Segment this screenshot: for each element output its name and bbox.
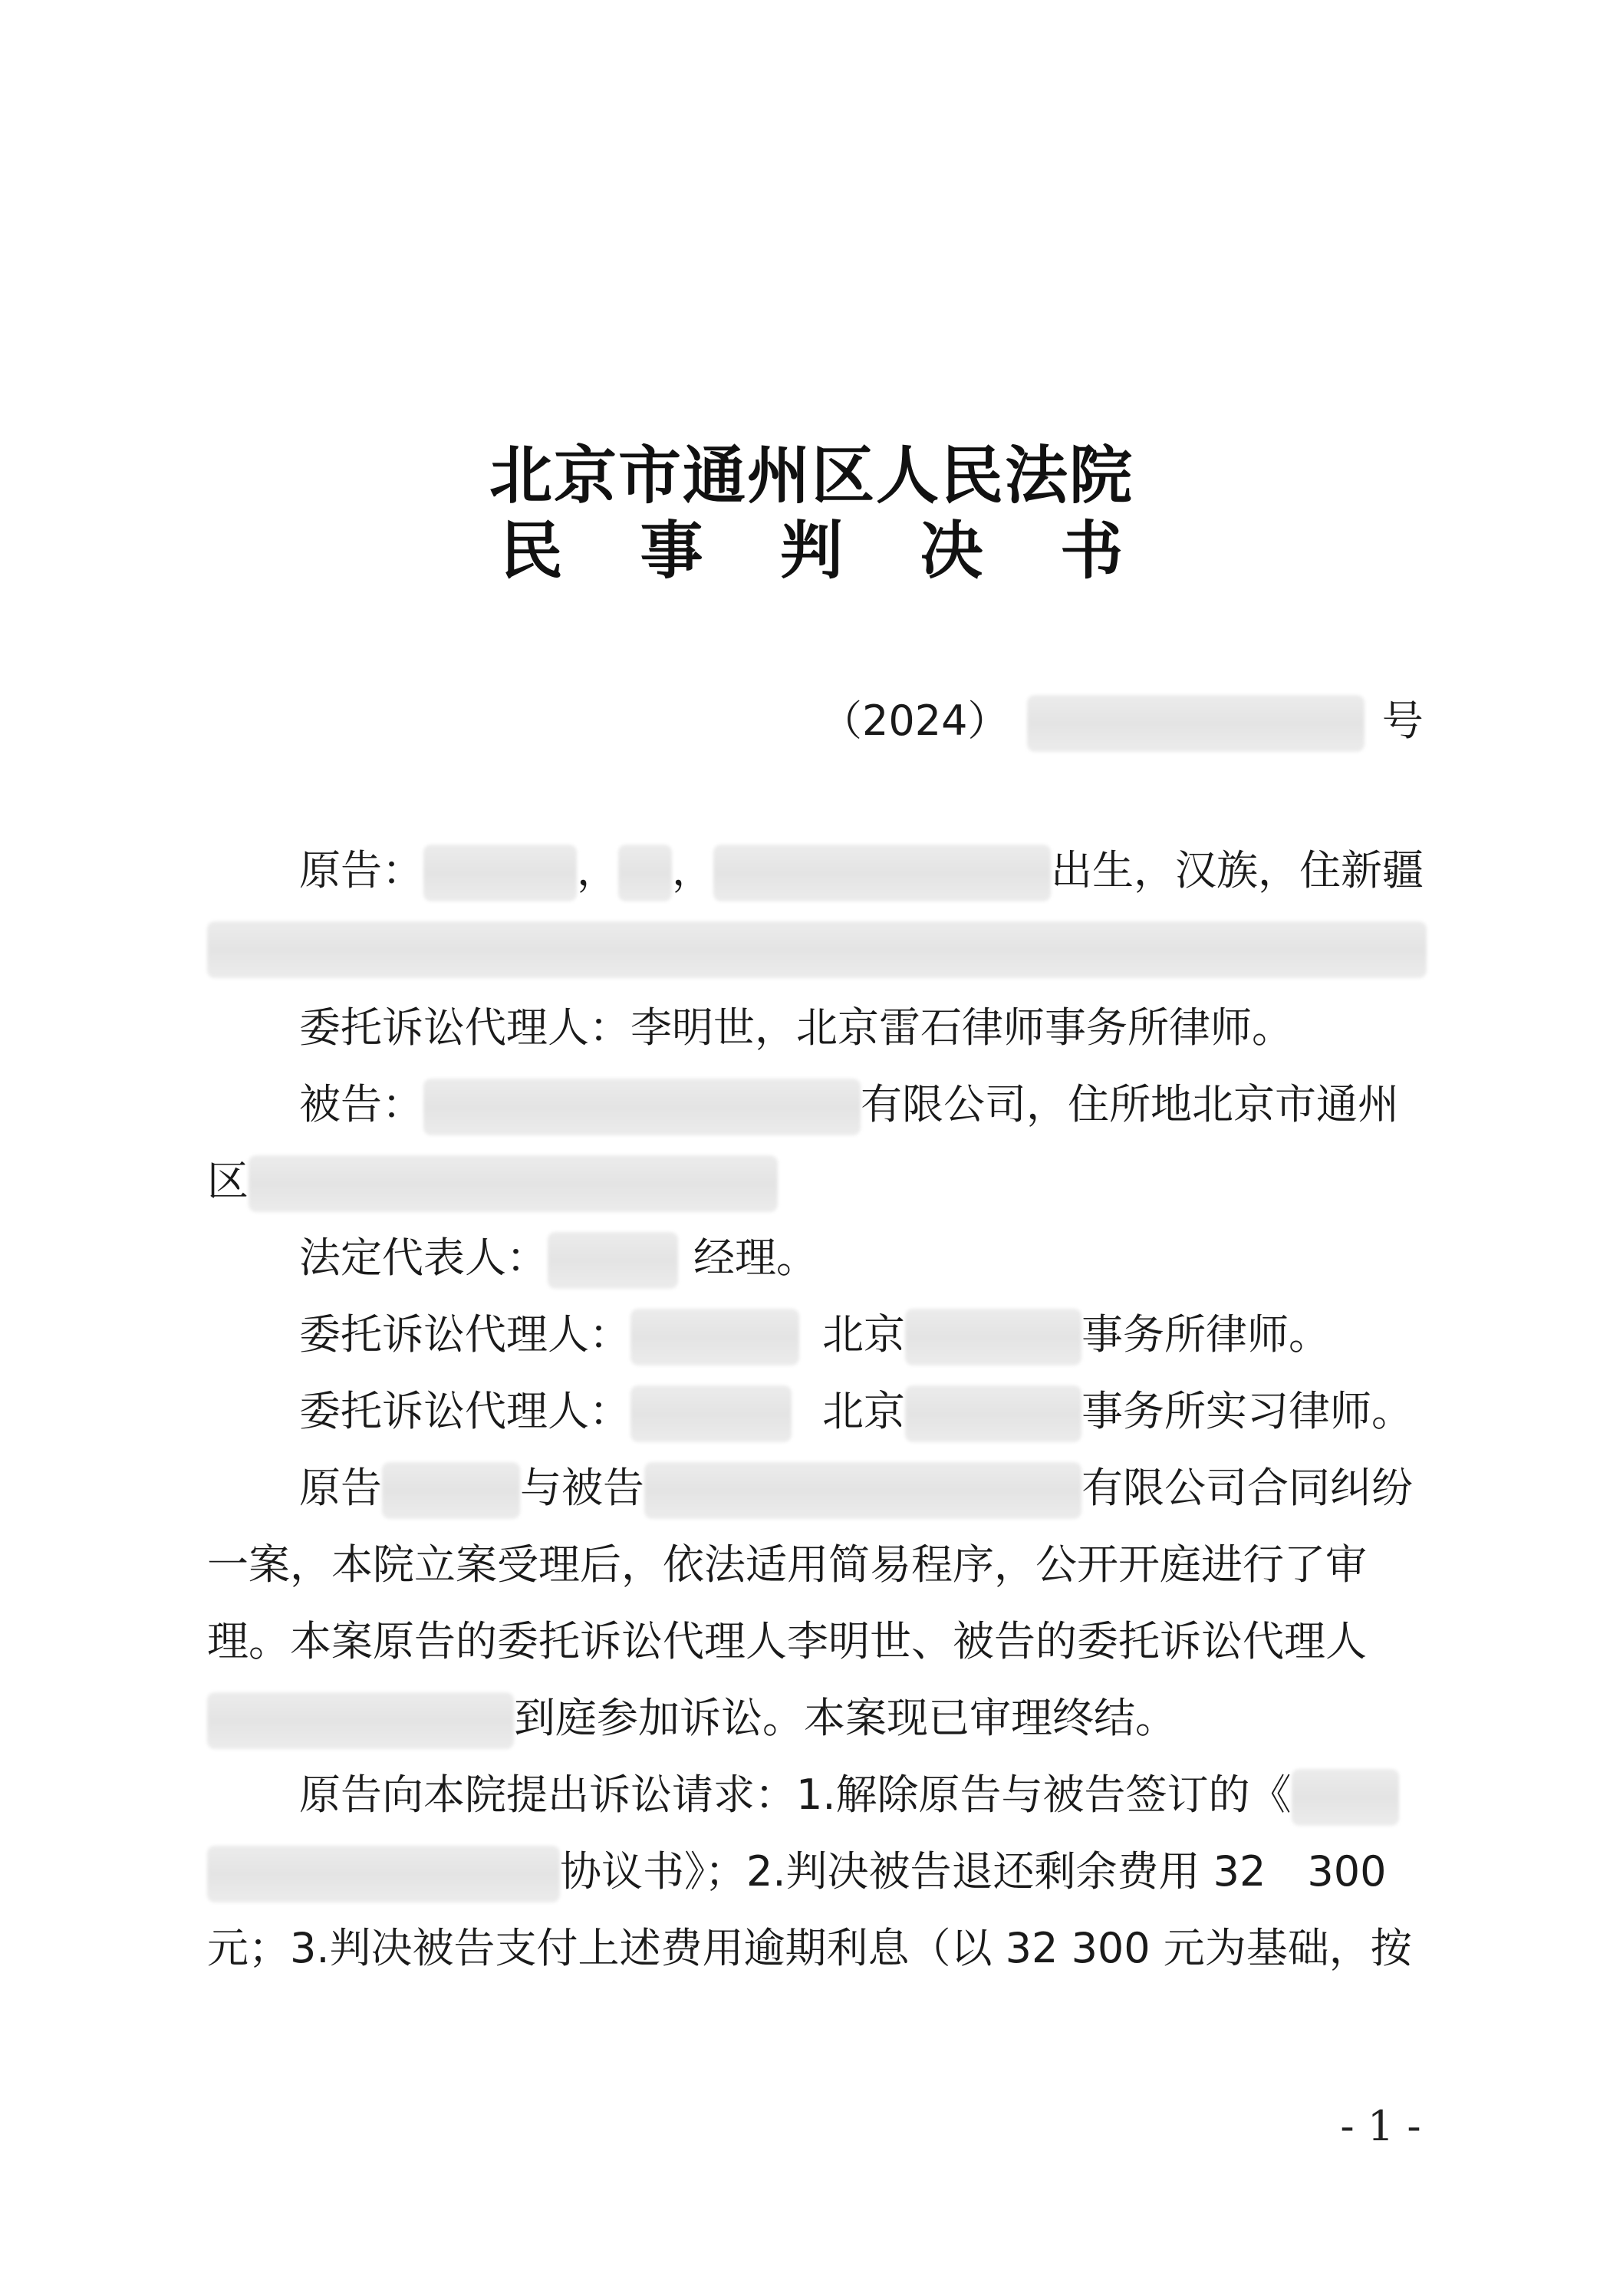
redacted-agreement-name (1292, 1769, 1399, 1826)
case-paragraph-line-2: 一案，本院立案受理后，依法适用简易程序，公开开庭进行了审 (207, 1540, 1367, 1589)
separator: ， (672, 846, 713, 894)
case-number (821, 694, 1424, 752)
defendant-detail: 有限公司，住所地北京市通州 (861, 1080, 1399, 1128)
claims-paragraph-line-3: 元；3.判决被告支付上述费用逾期利息（以 32 300 元为基础，按 (207, 1924, 1412, 1972)
redacted-agent-name (630, 1309, 799, 1365)
defendant-address-head: 区 (207, 1157, 249, 1205)
case-paragraph-line-4 (207, 1692, 1177, 1749)
redacted-plaintiff-gender (618, 845, 672, 901)
document-type: 民 事 判 决 书 (499, 514, 1151, 588)
agent-firm-tail: 事务所律师。 (1081, 1310, 1330, 1359)
agent-city: 北京 (822, 1310, 905, 1359)
defendant-address-line (207, 1155, 778, 1212)
claims-paragraph-line-1 (299, 1768, 1399, 1826)
redacted-plaintiff-name (382, 1462, 520, 1519)
plaintiff-line (299, 844, 1424, 901)
redacted-law-firm (905, 1309, 1081, 1365)
defendant-line (299, 1078, 1399, 1135)
redacted-agent-name (630, 1385, 792, 1442)
case-paragraph-line-1 (299, 1461, 1413, 1519)
defendant-agent-2 (299, 1385, 1413, 1442)
claims-paragraph-line-2 (207, 1845, 1386, 1902)
redacted-case-number (1027, 695, 1365, 752)
text: 与被告 (520, 1464, 644, 1512)
legal-representative (299, 1231, 818, 1289)
court-name: 北京市通州区人民法院 (489, 439, 1134, 512)
redacted-plaintiff-name (423, 845, 577, 901)
plaintiff-agent: 委托诉讼代理人：李明世，北京雷石律师事务所律师。 (299, 1003, 1293, 1052)
plaintiff-label: 原告： (299, 846, 423, 894)
case-paragraph-line-3: 理。本案原告的委托诉讼代理人李明世、被告的委托诉讼代理人 (207, 1617, 1367, 1665)
redacted-plaintiff-address (207, 921, 1427, 978)
text: 原告向本院提出诉讼请求：1.解除原告与被告签订的《 (299, 1771, 1292, 1819)
text: 原告 (299, 1464, 382, 1512)
agent-city: 北京 (822, 1387, 905, 1435)
redacted-defendant-name (644, 1462, 1081, 1519)
text: 协议书》；2.判决被告退还剩余费用 32 300 (560, 1847, 1387, 1896)
text: 有限公司合同纠纷 (1081, 1464, 1413, 1512)
redacted-agreement-name (207, 1846, 560, 1902)
legal-rep-title: 经理。 (693, 1234, 818, 1282)
defendant-label: 被告： (299, 1080, 423, 1128)
redacted-plaintiff-birthdate (713, 845, 1051, 901)
defendant-agent-1 (299, 1308, 1330, 1365)
agent-firm-tail: 事务所实习律师。 (1081, 1387, 1413, 1435)
separator: ， (577, 846, 618, 894)
agent-label: 委托诉讼代理人： (299, 1387, 630, 1435)
redacted-defendant-address (249, 1155, 778, 1212)
redacted-legal-rep-name (548, 1232, 678, 1289)
text: 到庭参加诉讼。本案现已审理终结。 (514, 1694, 1177, 1742)
redacted-agent-name (207, 1692, 514, 1749)
legal-rep-label: 法定代表人： (299, 1234, 548, 1282)
page-number: - 1 - (1340, 2102, 1421, 2150)
redacted-law-firm (905, 1385, 1081, 1442)
redacted-defendant-name (423, 1079, 861, 1135)
agent-label: 委托诉讼代理人： (299, 1310, 630, 1359)
case-number-suffix: 号 (1381, 697, 1424, 745)
plaintiff-detail: 出生，汉族，住新疆 (1051, 846, 1424, 894)
case-number-year: （2024） (821, 697, 1009, 745)
plaintiff-address-line (207, 921, 1427, 978)
